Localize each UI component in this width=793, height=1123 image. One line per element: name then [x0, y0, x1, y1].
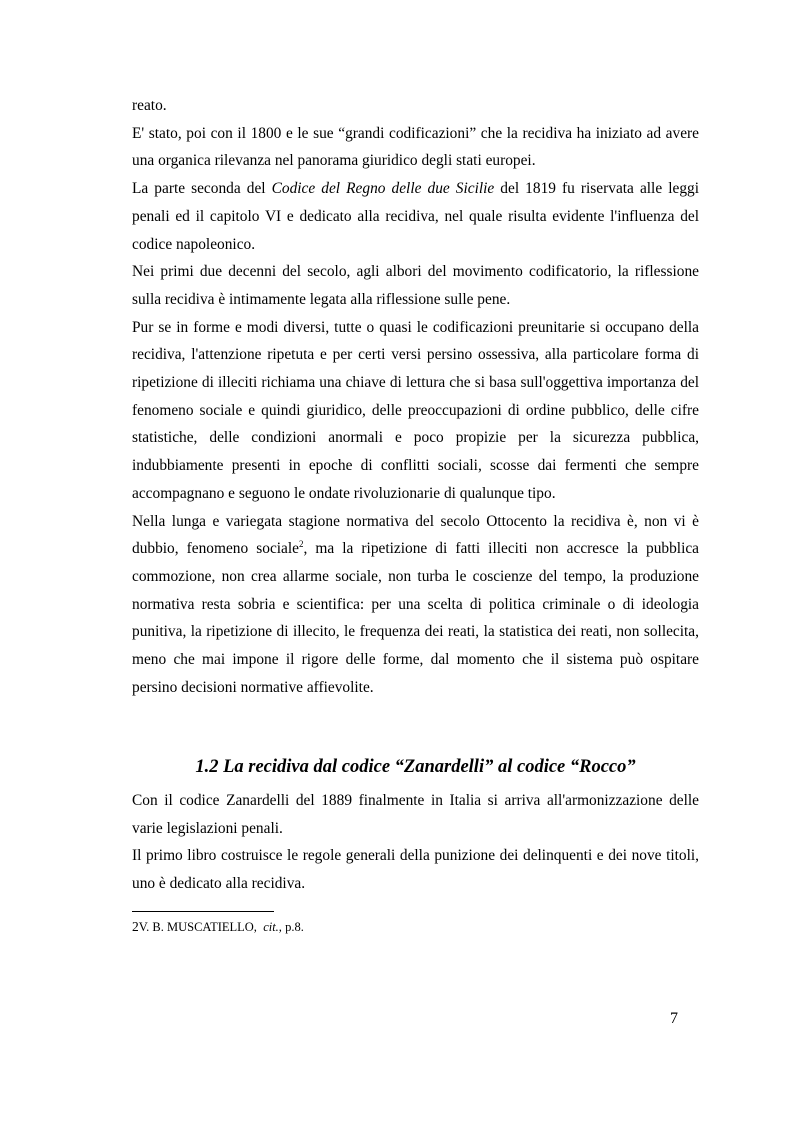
- paragraph-6-text-a: Nella lunga e variegata stagione normativa del secolo Ottocento la recidiva è, non vi è dubbio, fenomeno sociale: [132, 512, 699, 558]
- paragraph-3-text-a: La parte seconda del: [132, 180, 272, 198]
- body-text: [132, 92, 699, 701]
- code-title-italic: Codice del Regno delle due Sicilie: [271, 180, 495, 198]
- page-number: 7: [670, 1010, 678, 1027]
- paragraph-3-text-b: del 1819 fu riservata alle leggi penali ed il capitolo VI e dedicato alla recidiva, nel quale risulta evidente l'influenza del codice napoleonico.: [132, 180, 699, 253]
- paragraph-4: Nei primi due decenni del secolo, agli albori del movimento codificatorio, la riflessione sulla recidiva è intimamente legata alla riflessione sulle pene.: [132, 263, 699, 308]
- paragraph-6-text-b: , ma la ripetizione di fatti illeciti non accresce la pubblica commozione, non crea allarme sociale, non turba le coscienze del tempo, la produzione normativa resta sobria e scientifica: per una scelta di politica criminale o di ideologia punitiva, la ripetizione di illecito, le frequenza dei reati, la statistica dei reati, non sollecita, meno che mai impone il rigore delle forme, dal momento che il sistema può ospitare persino decisioni normative affievolite.: [132, 540, 700, 696]
- paragraph-6: [132, 508, 699, 702]
- section-heading: 1.2 La recidiva dal codice “Zanardelli” al codice “Rocco”: [195, 757, 636, 777]
- footnote-page: p.8.: [285, 920, 304, 934]
- paragraph-2: E' stato, poi con il 1800 e le sue “grandi codificazioni” che la recidiva ha iniziato ad avere una organica rilevanza nel panorama giuridico degli stati europei.: [132, 124, 699, 170]
- footnote-divider: [132, 911, 274, 912]
- section-paragraph-2: Il primo libro costruisce le regole generali della punizione dei delinquenti e dei nove titoli, uno è dedicato alla recidiva.: [132, 847, 699, 893]
- paragraph-5: Pur se in forme e modi diversi, tutte o quasi le codificazioni preunitarie si occupano della recidiva, l'attenzione ripetuta e per certi versi persino ossessiva, alla particolare forma di ripetizione di illeciti richiama una chiave di lettura che si basa sull'oggettiva importanza del fenomeno sociale e quindi giuridico, delle preoccupazioni di ordine pubblico, delle cifre statistiche, delle condizioni anormali e poco propizie per la sicurezza pubblica, indubbiamente presenti in epoche di conflitti sociali, scosse dai fermenti che sempre accompagnano e seguono le ondate rivoluzionarie di qualunque tipo.: [132, 318, 699, 502]
- footnote-author: V. B. MUSCATIELLO,: [138, 920, 257, 934]
- section-paragraph-1: Con il codice Zanardelli del 1889 finalmente in Italia si arriva all'armonizzazione delle varie legislazioni penali.: [132, 792, 699, 837]
- footnote: [132, 919, 304, 935]
- paragraph-1: reato.: [132, 97, 167, 114]
- footnote-cit: cit.,: [263, 920, 282, 934]
- paragraph-3: [132, 175, 699, 258]
- section-body: [132, 787, 699, 898]
- footnote-reference: 2: [299, 539, 304, 550]
- footnote-number: 2: [132, 919, 139, 934]
